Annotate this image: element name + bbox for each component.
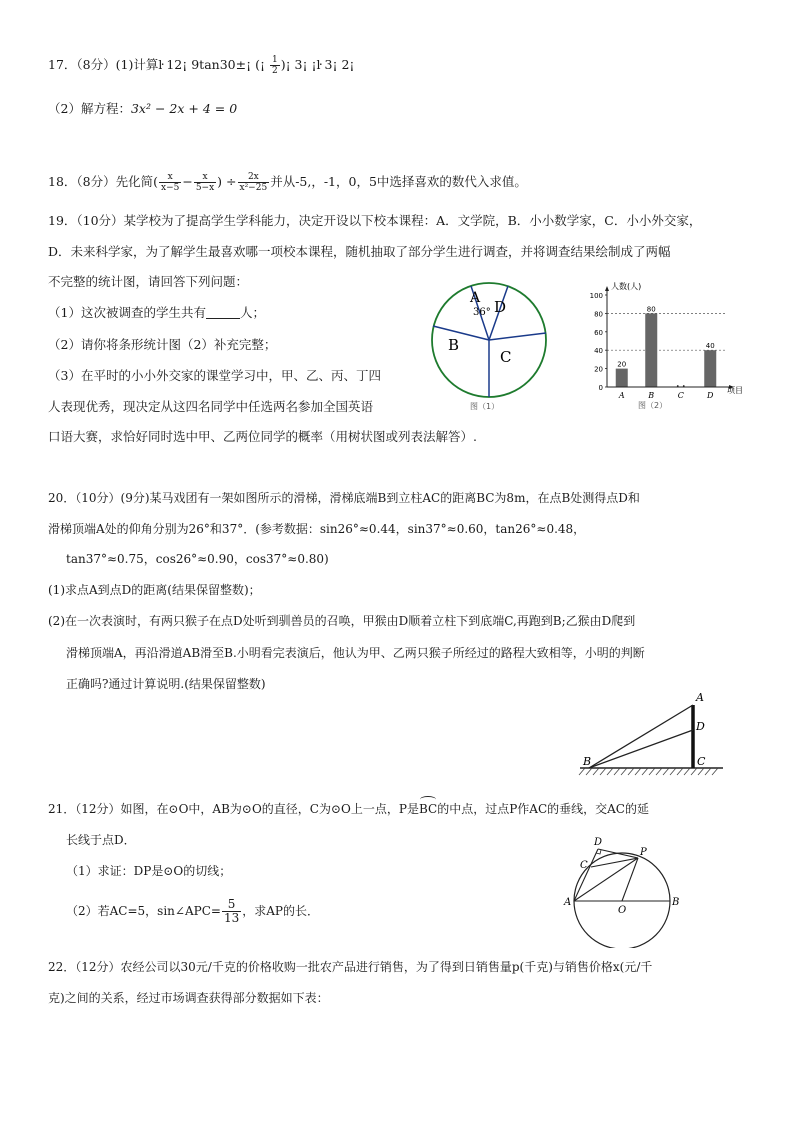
q19-line-2: D．未来科学家，为了解学生最喜欢哪一项校本课程，随机抽取了部分学生进行调查，并将调查结果绘制成了两幅 (48, 244, 671, 259)
q21-fraction: $\frac{5}{13}$ (223, 897, 240, 925)
q21-part-1: （1）求证：DP是⊙O的切线； (66, 864, 232, 878)
q17-expr-garbled-1: 12¡ 9tan30±¡ (¡ (166, 57, 269, 72)
slide-ab (589, 705, 693, 768)
q17-part2 (48, 100, 237, 118)
y-tick-label: 20 (594, 365, 603, 374)
bar-chart-xlabel: 项目 (727, 386, 743, 395)
arc-bc: BC (418, 802, 438, 816)
q20-part-2-b: 滑梯顶端A，再沿滑道AB滑至B.小明看完表演后，他认为甲、乙两只猴子所经过的路程大致相等，小明的判断 (66, 646, 645, 660)
q19-part-2: （2）请你将条形统计图（2）补充完整； (48, 337, 277, 352)
y-tick-label: 0 (598, 384, 603, 392)
q21-line-1-a: 21．（12分）如图，在⊙O中，AB为⊙O的直径，C为⊙O上一点，P是 (48, 802, 419, 816)
y-axis-arrow (605, 286, 609, 291)
point-b-label: B (583, 755, 592, 768)
bar-chart-figure (585, 280, 760, 415)
q19-part-1 (48, 304, 265, 322)
pie-caption: 图（1） (470, 402, 500, 411)
q20-part-1: (1)求点A到点D的距离(结果保留整数)； (48, 583, 261, 597)
q19-line-1: 19．（10分）某学校为了提高学生学科能力，决定开设以下校本课程：A．文学院，B．小小数学家，C．小小外交家， (48, 213, 702, 228)
x-tick-label: B (648, 391, 655, 400)
point-o-label: O (618, 905, 627, 916)
q17-expr-leading: ŀ (158, 57, 167, 72)
pie-label-b: B (448, 336, 460, 354)
sight-line-bd (589, 730, 693, 768)
x-tick-label: A (618, 391, 625, 400)
q17-part2-label: （2）解方程： (48, 101, 131, 116)
pie-label-d: D (494, 298, 507, 316)
q20-line-2: 滑梯顶端A处的仰角分别为26°和37°．(参考数据：sin26°≈0.44，sin37°≈0.60，tan26°≈0.48， (48, 522, 586, 536)
y-tick-label: 100 (589, 292, 603, 300)
bar-a (616, 369, 628, 387)
q21-part-2-b: ，求AP的长． (242, 904, 319, 918)
q18-frac-1: $\frac{x}{x-5}$ (161, 172, 180, 193)
q17-fraction: $\frac{1}{2}$ (271, 55, 278, 76)
point-a-label: A (564, 897, 572, 908)
q20-line-3: tan37°≈0.75，cos26°≈0.90，cos37°≈0.80) (66, 552, 329, 566)
x-tick-label: D (707, 391, 714, 400)
bar-b (645, 313, 657, 387)
bar-value-label: 40 (705, 342, 715, 351)
point-d-label: D (696, 720, 705, 733)
bar-d (704, 350, 716, 387)
q18-suffix: 并从-5,，-1，0，5中选择喜欢的数代入求值。 (270, 174, 527, 189)
q19-part-3-b: 人表现优秀，现决定从这四名同学中任选两名参加全国英语 (48, 399, 374, 414)
y-tick-label: 80 (594, 310, 603, 319)
q17-equation: 3x² − 2x + 4 = 0 (130, 101, 238, 116)
q17-part1 (48, 55, 354, 76)
slide-figure (575, 685, 725, 780)
q19-part-3-c: 口语大赛，求恰好同时选中甲、乙两位同学的概率（用树状图或列表法解答）. (48, 429, 477, 444)
bar-value-label: 20 (617, 360, 627, 369)
bar-chart-ylabel: 人数(人) (611, 282, 642, 291)
q19-part-1-unit: 人； (239, 305, 265, 320)
q18-line (48, 172, 527, 193)
pie-angle-label: 36° (473, 307, 491, 318)
q18-frac-2: $\frac{x}{5-x}$ (195, 172, 215, 193)
point-p-label: P (640, 847, 647, 858)
q20-part-2-a: (2)在一次表演时，有两只猴子在点D处听到驯兽员的召唤，甲猴由D顺着立柱下到底端C,再跑到B;乙猴由D爬到 (48, 614, 636, 628)
pie-label-a: A (470, 290, 481, 306)
y-tick-label: 40 (594, 347, 603, 356)
pie-sector-line (489, 333, 546, 340)
q17-expr-garbled-2: )¡ 3¡ ¡ŀ 3¡ 2¡ (280, 57, 355, 72)
bar-value-label: 80 (646, 305, 656, 314)
q22-line-2: 克)之间的关系，经过市场调查获得部分数据如下表： (48, 991, 329, 1005)
q20-line-1: 20．（10分）(9分)某马戏团有一架如图所示的滑梯，滑梯底端B到立柱AC的距离BC为8m，在点B处测得点D和 (48, 491, 640, 505)
ground-hatching (579, 768, 718, 775)
q18-divide: ) ÷ (217, 174, 237, 189)
bar-chart-caption: 图（2） (638, 401, 668, 410)
q18-prefix: 18．（8分）先化简( (48, 174, 158, 189)
point-b-label: B (672, 897, 680, 908)
q19-part-1-text: （1）这次被调查的学生共有 (48, 305, 206, 320)
point-c-label: C (697, 755, 706, 768)
q18-frac-3: $\frac{2x}{\text{x²−25}}$ (239, 172, 268, 193)
q20-part-2-c: 正确吗?通过计算说明.(结果保留整数) (66, 677, 266, 691)
pie-chart-figure (428, 282, 553, 412)
x-tick-label: C (677, 391, 684, 400)
y-tick-label: 60 (594, 328, 603, 337)
point-a-label: A (696, 691, 704, 704)
q17-part1-prefix: 17．（8分）(1)计算 (48, 57, 159, 72)
q21-line-1 (48, 800, 649, 818)
point-c-label: C (580, 860, 588, 871)
point-d-label: D (594, 837, 603, 848)
pie-sector-line (433, 326, 489, 340)
q21-line-2: 长线于点D． (66, 833, 136, 847)
q21-part-2-a: （2）若AC=5，sin∠APC= (66, 904, 221, 918)
q18-minus: − (182, 174, 193, 189)
q19-part-3-a: （3）在平时的小小外交家的课堂学习中，甲、乙、丙、丁四 (48, 368, 381, 383)
line-op (622, 858, 638, 901)
pie-label-c: C (500, 348, 512, 366)
q21-part-2 (66, 898, 319, 925)
q21-line-1-b: 的中点，过点P作AC的垂线，交AC的延 (437, 802, 649, 816)
answer-blank (206, 305, 240, 319)
q19-line-3: 不完整的统计图，请回答下列问题： (48, 274, 249, 289)
q22-line-1: 22．（12分）农经公司以30元/千克的价格收购一批农产品进行销售，为了得到日销售量p(千克)与销售价格x(元/千 (48, 960, 653, 974)
circle-figure (562, 833, 687, 948)
